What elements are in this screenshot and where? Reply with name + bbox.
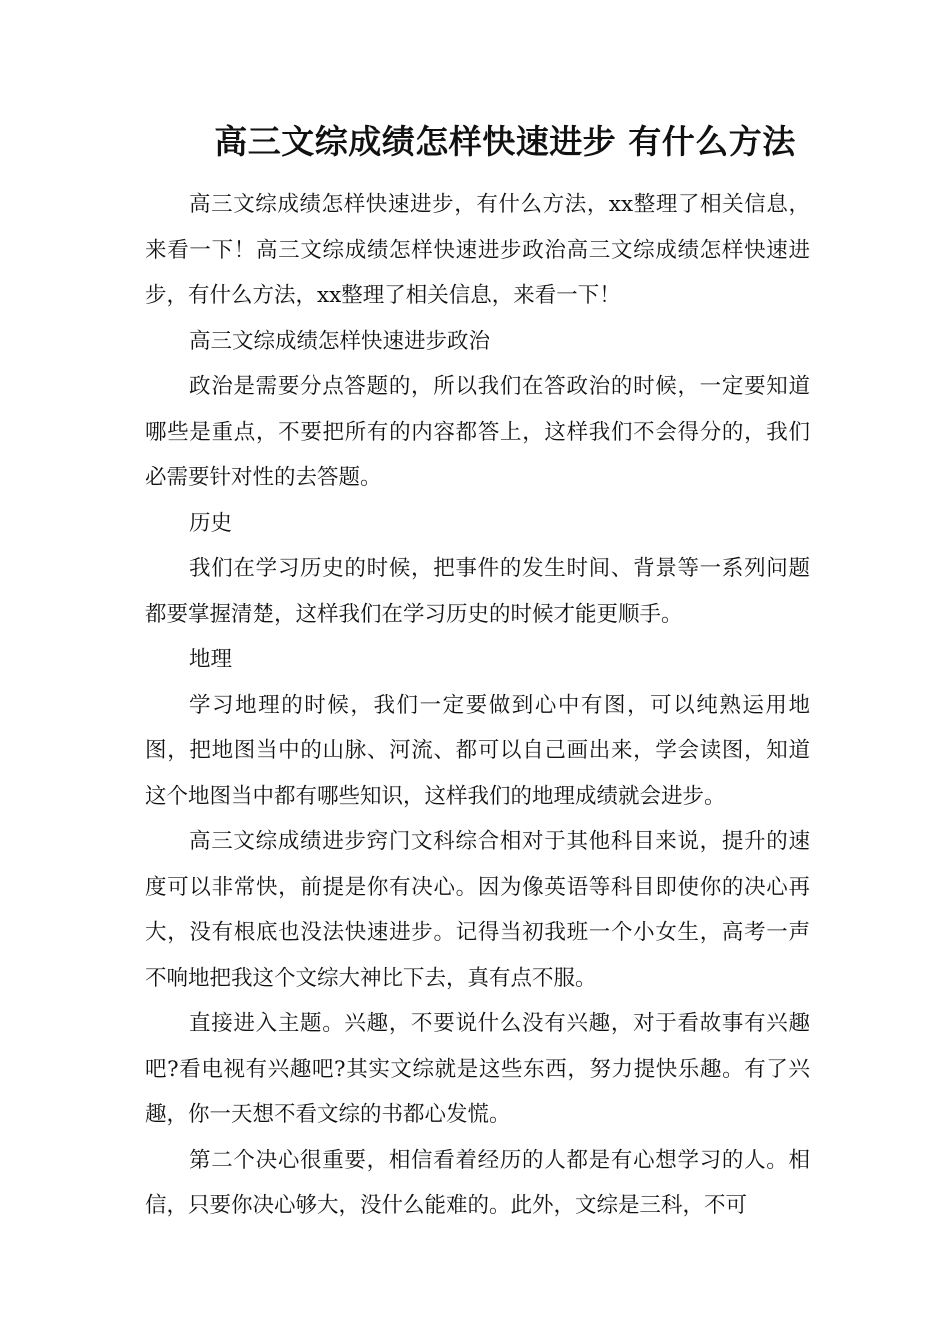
paragraph-geography: 学习地理的时候，我们一定要做到心中有图，可以纯熟运用地图，把地图当中的山脉、河流、都可以自己画出来，学会读图，知道这个地图当中都有哪些知识，这样我们的地理成绩就会进步。 — [145, 692, 810, 809]
paragraph-history: 我们在学习历史的时候，把事件的发生时间、背景等一系列问题都要掌握清楚，这样我们在学习历史的时候才能更顺手。 — [145, 556, 810, 627]
section-heading-history: 历史 — [189, 510, 233, 536]
paragraph-intro: 高三文综成绩怎样快速进步，有什么方法，xx整理了相关信息，来看一下！高三文综成绩怎样快速进步政治高三文综成绩怎样快速进步，有什么方法，xx整理了相关信息，来看一下！ — [145, 192, 810, 308]
section-heading-politics-tip: 高三文综成绩怎样快速进步政治 — [189, 328, 491, 354]
paragraph-tips: 高三文综成绩进步窍门文科综合相对于其他科目来说，提升的速度可以非常快，前提是你有决心。因为像英语等科目即使你的决心再大，没有根底也没法快速进步。记得当初我班一个小女生，高考一声不响地把我这个文综大神比下去，真有点不服。 — [145, 829, 810, 991]
document-title: 高三文综成绩怎样快速进步 有什么方法 — [214, 122, 796, 161]
document-body — [145, 182, 810, 1229]
section-heading-geography: 地理 — [189, 647, 233, 672]
paragraph-interest: 直接进入主题。兴趣，不要说什么没有兴趣，对于看故事有兴趣吧?看电视有兴趣吧?其实文综就是这些东西，努力提快乐趣。有了兴趣，你一天想不看文综的书都心发慌。 — [145, 1011, 810, 1127]
paragraph-determination: 第二个决心很重要，相信看着经历的人都是有心想学习的人。相信，只要你决心够大，没什么能难的。此外，文综是三科，不可 — [145, 1147, 810, 1218]
paragraph-politics: 政治是需要分点答题的，所以我们在答政治的时候，一定要知道哪些是重点，不要把所有的内容都答上，这样我们不会得分的，我们必需要针对性的去答题。 — [145, 374, 810, 490]
